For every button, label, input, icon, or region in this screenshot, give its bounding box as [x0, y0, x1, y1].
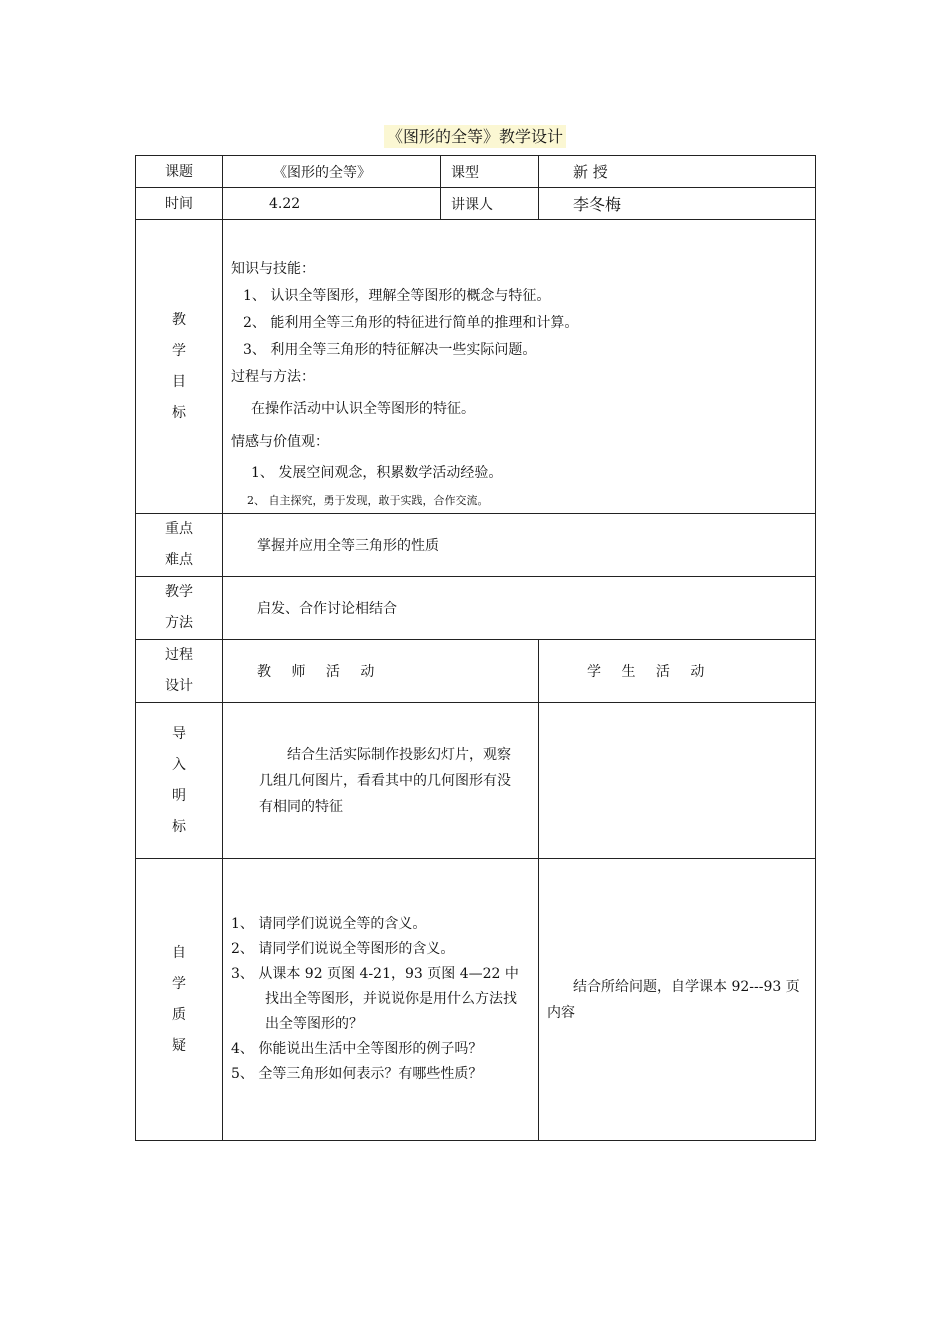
key-points-label — [136, 514, 223, 577]
goals-content — [223, 220, 816, 514]
time-row — [136, 188, 816, 220]
teacher-value: 李冬梅 — [539, 188, 816, 220]
intro-label — [136, 703, 223, 859]
student-activity-header: 学 生 活 动 — [539, 640, 816, 703]
knowledge-heading: 知识与技能： — [231, 261, 315, 277]
question-item: 5、 全等三角形如何表示？有哪些性质？ — [231, 1066, 483, 1082]
self-study-student-text: 结合所给问题，自学课本 92---93 页内容 — [547, 978, 800, 1021]
intro-student-activity — [539, 703, 816, 859]
question-item: 3、 从课本 92 页图 4-21，93 页图 4—22 中找出全等图形，并说说你是用什么方法找出全等图形的？ — [231, 966, 519, 1032]
self-study-row — [136, 859, 816, 1141]
intro-label-char: 导 — [172, 725, 186, 742]
lesson-plan-table — [135, 155, 816, 1141]
goals-label-char: 学 — [172, 342, 186, 359]
knowledge-item: 2、 能利用全等三角形的特征进行简单的推理和计算。 — [243, 315, 579, 331]
intro-row — [136, 703, 816, 859]
goals-label — [136, 220, 223, 514]
method-value: 启发、合作讨论相结合 — [223, 577, 816, 640]
topic-value: 《图形的全等》 — [223, 156, 441, 188]
teacher-label: 讲课人 — [441, 188, 539, 220]
type-value: 新 授 — [539, 156, 816, 188]
page-title — [0, 124, 950, 147]
self-study-questions — [223, 859, 539, 1141]
process-label-line: 过程 — [165, 647, 193, 663]
method-label-line: 教学 — [165, 584, 193, 600]
method-label-line: 方法 — [165, 615, 193, 631]
self-study-label-char: 质 — [172, 1006, 186, 1023]
type-label: 课型 — [441, 156, 539, 188]
document-title: 《图形的全等》教学设计 — [384, 125, 566, 148]
self-study-student-activity — [539, 859, 816, 1141]
key-points-value: 掌握并应用全等三角形的性质 — [223, 514, 816, 577]
method-label — [136, 577, 223, 640]
goals-label-char: 目 — [172, 373, 186, 390]
goals-label-char: 教 — [172, 311, 186, 328]
goals-row — [136, 220, 816, 514]
intro-label-char: 明 — [172, 787, 186, 804]
knowledge-item: 3、 利用全等三角形的特征解决一些实际问题。 — [243, 342, 537, 358]
method-row — [136, 577, 816, 640]
emotion-item: 1、 发展空间观念，积累数学活动经验。 — [251, 465, 503, 481]
teacher-activity-header: 教 师 活 动 — [223, 640, 539, 703]
intro-teacher-activity: 结合生活实际制作投影幻灯片，观察几组几何图片，看看其中的几何图形有没有相同的特征 — [223, 703, 539, 859]
intro-label-char: 入 — [172, 756, 186, 773]
time-label: 时间 — [136, 188, 223, 220]
self-study-label — [136, 859, 223, 1141]
time-value: 4.22 — [223, 188, 441, 220]
self-study-label-char: 自 — [172, 944, 186, 961]
process-label — [136, 640, 223, 703]
key-points-label-line: 难点 — [165, 552, 193, 568]
self-study-label-char: 疑 — [172, 1037, 186, 1054]
question-item: 1、 请同学们说说全等的含义。 — [231, 916, 427, 932]
question-item: 2、 请同学们说说全等图形的含义。 — [231, 941, 455, 957]
question-item: 4、 你能说出生活中全等图形的例子吗？ — [231, 1041, 483, 1057]
process-heading: 过程与方法： — [231, 369, 315, 385]
emotion-heading: 情感与价值观： — [231, 434, 329, 450]
goals-label-char: 标 — [172, 404, 186, 421]
knowledge-item: 1、 认识全等图形，理解全等图形的概念与特征。 — [243, 288, 551, 304]
emotion-item: 2、 自主探究，勇于发现，敢于实践，合作交流。 — [247, 494, 489, 507]
process-label-line: 设计 — [165, 678, 193, 694]
key-points-label-line: 重点 — [165, 521, 193, 537]
process-row — [136, 640, 816, 703]
intro-label-char: 标 — [172, 818, 186, 835]
process-text: 在操作活动中认识全等图形的特征。 — [251, 401, 475, 417]
topic-label: 课题 — [136, 156, 223, 188]
key-points-row — [136, 514, 816, 577]
self-study-label-char: 学 — [172, 975, 186, 992]
topic-row — [136, 156, 816, 188]
